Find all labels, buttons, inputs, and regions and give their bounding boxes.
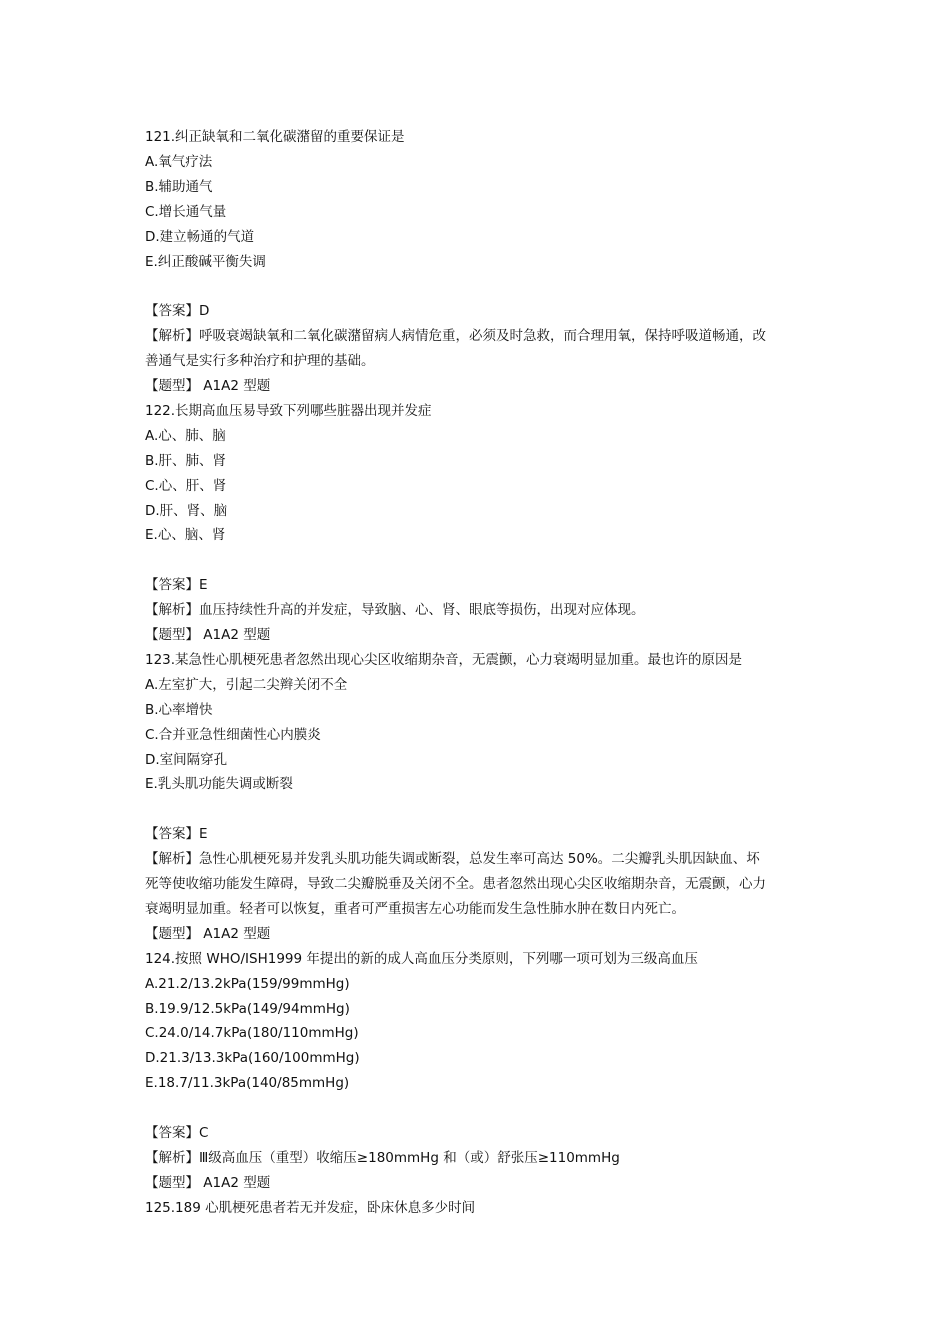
text-line: 【答案】D <box>145 303 210 320</box>
text-line: 【题型】 A1A2 型题 <box>145 627 271 643</box>
text-line: D.21.3/13.3kPa(160/100mmHg) <box>145 1050 360 1067</box>
text-line: C.合并亚急性细菌性心内膜炎 <box>145 726 321 743</box>
text-line: 123.某急性心肌梗死患者忽然出现心尖区收缩期杂音，无震颤，心力衰竭明显加重。最也许的原因是 <box>145 651 743 668</box>
text-line: C.心、肝、肾 <box>145 477 227 494</box>
text-line: 【答案】E <box>145 826 208 843</box>
text-line: 【答案】C <box>145 1125 209 1141</box>
text-line: 【解析】血压持续性升高的并发症，导致脑、心、肾、眼底等损伤，出现对应体现。 <box>145 602 645 619</box>
text-line: 【解析】Ⅲ级高血压（重型）收缩压≥180mmHg 和（或）舒张压≥110mmHg <box>145 1149 620 1166</box>
text-line: A.氧气疗法 <box>145 153 213 170</box>
text-line: A.21.2/13.2kPa(159/99mmHg) <box>145 975 350 992</box>
text-line: D.建立畅通的气道 <box>145 228 255 245</box>
text-line: 【解析】呼吸衰竭缺氧和二氧化碳潴留病人病情危重，必须及时急救，而合理用氧，保持呼吸道畅通，改 <box>145 328 766 345</box>
text-line: 121.纠正缺氧和二氧化碳潴留的重要保证是 <box>145 129 405 145</box>
text-line: D.室间隔穿孔 <box>145 751 228 768</box>
text-line: 死等使收缩功能发生障碍，导致二尖瓣脱垂及关闭不全。患者忽然出现心尖区收缩期杂音，无震颤，心力 <box>145 876 766 892</box>
text-line: 【答案】E <box>145 577 208 594</box>
text-line: 124.按照 WHO/ISH1999 年提出的新的成人高血压分类原则，下列哪一项可划为三级高血压 <box>145 950 698 967</box>
text-line: 善通气是实行多种治疗和护理的基础。 <box>145 353 375 370</box>
text-line: B.心率增快 <box>145 701 213 718</box>
text-line: B.肝、肺、肾 <box>145 452 227 469</box>
text-line: B.辅助通气 <box>145 178 213 195</box>
text-line: 122.长期高血压易导致下列哪些脏器出现并发症 <box>145 402 432 419</box>
text-line: 【题型】 A1A2 型题 <box>145 378 271 394</box>
text-line: 【解析】急性心肌梗死易并发乳头肌功能失调或断裂，总发生率可高达 50%。二尖瓣乳头肌因缺血、坏 <box>145 851 760 868</box>
text-line: A.心、肺、脑 <box>145 427 226 444</box>
text-line: C.24.0/14.7kPa(180/110mmHg) <box>145 1025 359 1042</box>
text-line: 125.189 心肌梗死患者若无并发症，卧床休息多少时间 <box>145 1199 476 1216</box>
text-line: E.18.7/11.3kPa(140/85mmHg) <box>145 1075 350 1092</box>
text-line: E.心、脑、肾 <box>145 527 226 544</box>
text-line: 【题型】 A1A2 型题 <box>145 1174 271 1191</box>
text-line: C.增长通气量 <box>145 203 227 220</box>
text-line: 衰竭明显加重。轻者可以恢复，重者可严重损害左心功能而发生急性肺水肿在数日内死亡。 <box>145 900 685 917</box>
text-line: E.纠正酸碱平衡失调 <box>145 253 266 270</box>
text-line: E.乳头肌功能失调或断裂 <box>145 776 293 793</box>
text-line: B.19.9/12.5kPa(149/94mmHg) <box>145 1000 350 1017</box>
text-line: D.肝、肾、脑 <box>145 502 228 519</box>
text-line: 【题型】 A1A2 型题 <box>145 925 271 942</box>
text-line: A.左室扩大，引起二尖辫关闭不全 <box>145 676 348 693</box>
